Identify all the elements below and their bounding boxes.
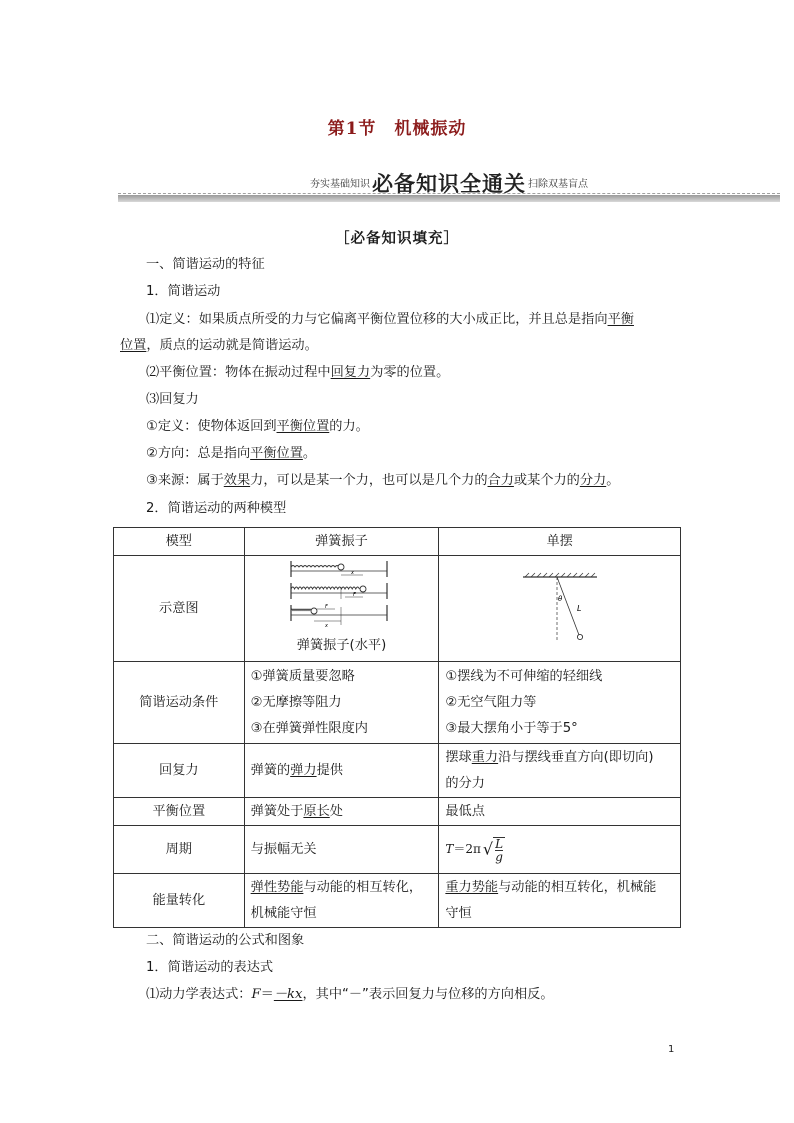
pendulum-energy-end: 守恒 xyxy=(445,905,472,921)
banner-center: 必备知识全通关 xyxy=(372,172,526,196)
spring-oscillator-diagram xyxy=(287,559,397,631)
section-banner xyxy=(118,168,780,208)
restoring-src-line xyxy=(146,472,619,490)
restoring-src-end: 。 xyxy=(606,473,620,488)
equilibrium-text-end: 为零的位置。 xyxy=(370,365,450,380)
banner-left: 夯实基础知识 xyxy=(310,179,370,190)
diagram-label: 示意图 xyxy=(114,556,245,662)
equilibrium-text: ⑵平衡位置：物体在振动过程中 xyxy=(146,365,331,380)
definition-blank-2: 位置 xyxy=(120,338,147,353)
restoring-def-line xyxy=(146,418,369,436)
table-row-equilibrium xyxy=(114,798,681,826)
spring-force-end: 提供 xyxy=(316,762,343,778)
equilibrium-blank: 回复力 xyxy=(330,365,371,380)
conditions-label: 简谐运动条件 xyxy=(114,662,245,744)
restoring-dir-blank: 平衡位置 xyxy=(250,446,303,461)
header-spring: 弹簧振子 xyxy=(244,528,439,556)
table-row-period xyxy=(114,826,681,874)
spring-energy-text: 与动能的相互转化， xyxy=(303,879,423,895)
spring-eq-blank: 原长 xyxy=(303,803,330,819)
pendulum-force-text-2: 沿与摆线垂直方向(即切向) xyxy=(498,749,654,765)
table-row-conditions xyxy=(114,662,681,744)
spring-energy-blank: 弹性势能 xyxy=(250,879,304,895)
restoring-dir-line xyxy=(146,445,316,463)
dynamics-text-end: ，其中“－”表示回复力与位移的方向相反。 xyxy=(302,987,554,1002)
pendulum-force-end: 的分力 xyxy=(445,775,485,791)
section-2-heading: 二、简谐运动的公式和图象 xyxy=(146,933,305,948)
restoring-def-blank: 平衡位置 xyxy=(276,419,330,434)
restoring-src-blank-2: 合力 xyxy=(487,473,514,488)
restoring-def-end: 的力。 xyxy=(329,419,369,434)
spring-force-text: 弹簧的 xyxy=(250,762,291,778)
formula-eq: ＝2π xyxy=(453,842,481,856)
equilibrium-line xyxy=(146,364,449,382)
formula-numerator: L xyxy=(495,836,504,851)
pendulum-period xyxy=(439,826,681,874)
pendulum-condition-3: ③最大摆角小于等于5° xyxy=(445,720,578,736)
pendulum-energy xyxy=(439,874,681,928)
restoring-force-heading: ⑶回复力 xyxy=(146,392,199,407)
spring-energy xyxy=(244,874,439,928)
table-row-diagram xyxy=(114,556,681,662)
diagram-x-label-2: x xyxy=(324,622,328,629)
spring-force-blank: 弹力 xyxy=(290,762,317,778)
restoring-src-text-3: 或某个力的 xyxy=(513,473,580,488)
section-1-2-heading: 2．简谐运动的两种模型 xyxy=(146,501,287,516)
diagram-F-label-1: F xyxy=(352,591,356,598)
definition-line-2 xyxy=(120,337,318,355)
formula-T: T xyxy=(445,842,454,856)
definition-text: ⑴定义：如果质点所受的力与它偏离平衡位置位移的大小成正比，并且总是指向 xyxy=(146,312,608,327)
spring-diagram-cell xyxy=(244,556,439,662)
restoring-src-blank-3: 分力 xyxy=(579,473,607,488)
dynamics-eq: ＝ xyxy=(260,987,274,1002)
equilibrium-label: 平衡位置 xyxy=(114,798,245,826)
pendulum-diagram xyxy=(505,569,615,649)
spring-period: 与振幅无关 xyxy=(244,826,439,874)
definition-line-1 xyxy=(146,311,634,329)
pendulum-equilibrium: 最低点 xyxy=(439,798,681,826)
restoring-def-text: ①定义：使物体返回到 xyxy=(146,419,277,434)
table-header-row xyxy=(114,528,681,556)
pendulum-condition-1: ①摆线为不可伸缩的轻细线 xyxy=(445,668,603,684)
spring-condition-3: ③在弹簧弹性限度内 xyxy=(250,720,368,736)
restoring-src-text-2: 力，可以是某一个力，也可以是几个力的 xyxy=(250,473,488,488)
dynamics-text: ⑴动力学表达式： xyxy=(146,987,252,1002)
pendulum-conditions xyxy=(439,662,681,744)
subheading: ［必备知识填充］ xyxy=(335,231,459,247)
section-1-heading: 一、简谐运动的特征 xyxy=(146,257,265,272)
pendulum-energy-blank: 重力势能 xyxy=(445,879,499,895)
models-table xyxy=(113,527,681,928)
pendulum-force-text: 摆球 xyxy=(445,749,472,765)
spring-equilibrium xyxy=(244,798,439,826)
table-row-restoring-force xyxy=(114,744,681,798)
pendulum-force-blank: 重力 xyxy=(471,749,499,765)
spring-diagram-caption: 弹簧振子(水平) xyxy=(296,637,387,653)
diagram-x-label-1: x xyxy=(350,569,354,576)
dynamics-F: F xyxy=(251,987,261,1002)
energy-label: 能量转化 xyxy=(114,874,245,928)
pendulum-L-label: L xyxy=(576,603,582,613)
spring-eq-text: 弹簧处于 xyxy=(250,803,304,819)
page-title: 第1节 机械振动 xyxy=(327,119,467,139)
section-2-1-heading: 1．简谐运动的表达式 xyxy=(146,960,274,975)
definition-blank-1: 平衡 xyxy=(607,312,634,327)
header-model: 模型 xyxy=(114,528,245,556)
dynamics-blank: －kx xyxy=(273,987,303,1002)
diagram-F-label-2: F xyxy=(324,603,328,610)
pendulum-restoring-force xyxy=(439,744,681,798)
spring-energy-end: 机械能守恒 xyxy=(250,905,317,921)
formula-sqrt: √ $\frac{L}{g}$ xyxy=(482,836,504,864)
pendulum-energy-text: 与动能的相互转化，机械能 xyxy=(498,879,657,895)
definition-text-end: ，质点的运动就是简谐运动。 xyxy=(146,338,318,353)
restoring-src-text: ③来源：属于 xyxy=(146,473,224,488)
spring-condition-2: ②无摩擦等阻力 xyxy=(250,694,342,710)
spring-conditions xyxy=(244,662,439,744)
restoring-force-label: 回复力 xyxy=(114,744,245,798)
spring-condition-1: ①弹簧质量要忽略 xyxy=(250,668,355,684)
formula-denominator: g xyxy=(495,849,503,864)
banner-right: 扫除双基盲点 xyxy=(528,179,588,190)
banner-text xyxy=(118,168,780,198)
section-1-1-heading: 1．简谐运动 xyxy=(146,284,221,299)
period-formula xyxy=(445,836,505,864)
spring-eq-end: 处 xyxy=(329,803,343,819)
pendulum-theta-label: θ xyxy=(557,594,562,603)
restoring-src-blank-1: 效果 xyxy=(223,473,251,488)
pendulum-diagram-cell xyxy=(439,556,681,662)
dynamics-line xyxy=(146,986,554,1004)
header-pendulum: 单摆 xyxy=(439,528,681,556)
period-label: 周期 xyxy=(114,826,245,874)
restoring-dir-text: ②方向：总是指向 xyxy=(146,446,251,461)
page-number: 1 xyxy=(668,1044,675,1055)
pendulum-condition-2: ②无空气阻力等 xyxy=(445,694,537,710)
table-row-energy xyxy=(114,874,681,928)
spring-restoring-force xyxy=(244,744,439,798)
restoring-dir-end: 。 xyxy=(302,446,317,461)
